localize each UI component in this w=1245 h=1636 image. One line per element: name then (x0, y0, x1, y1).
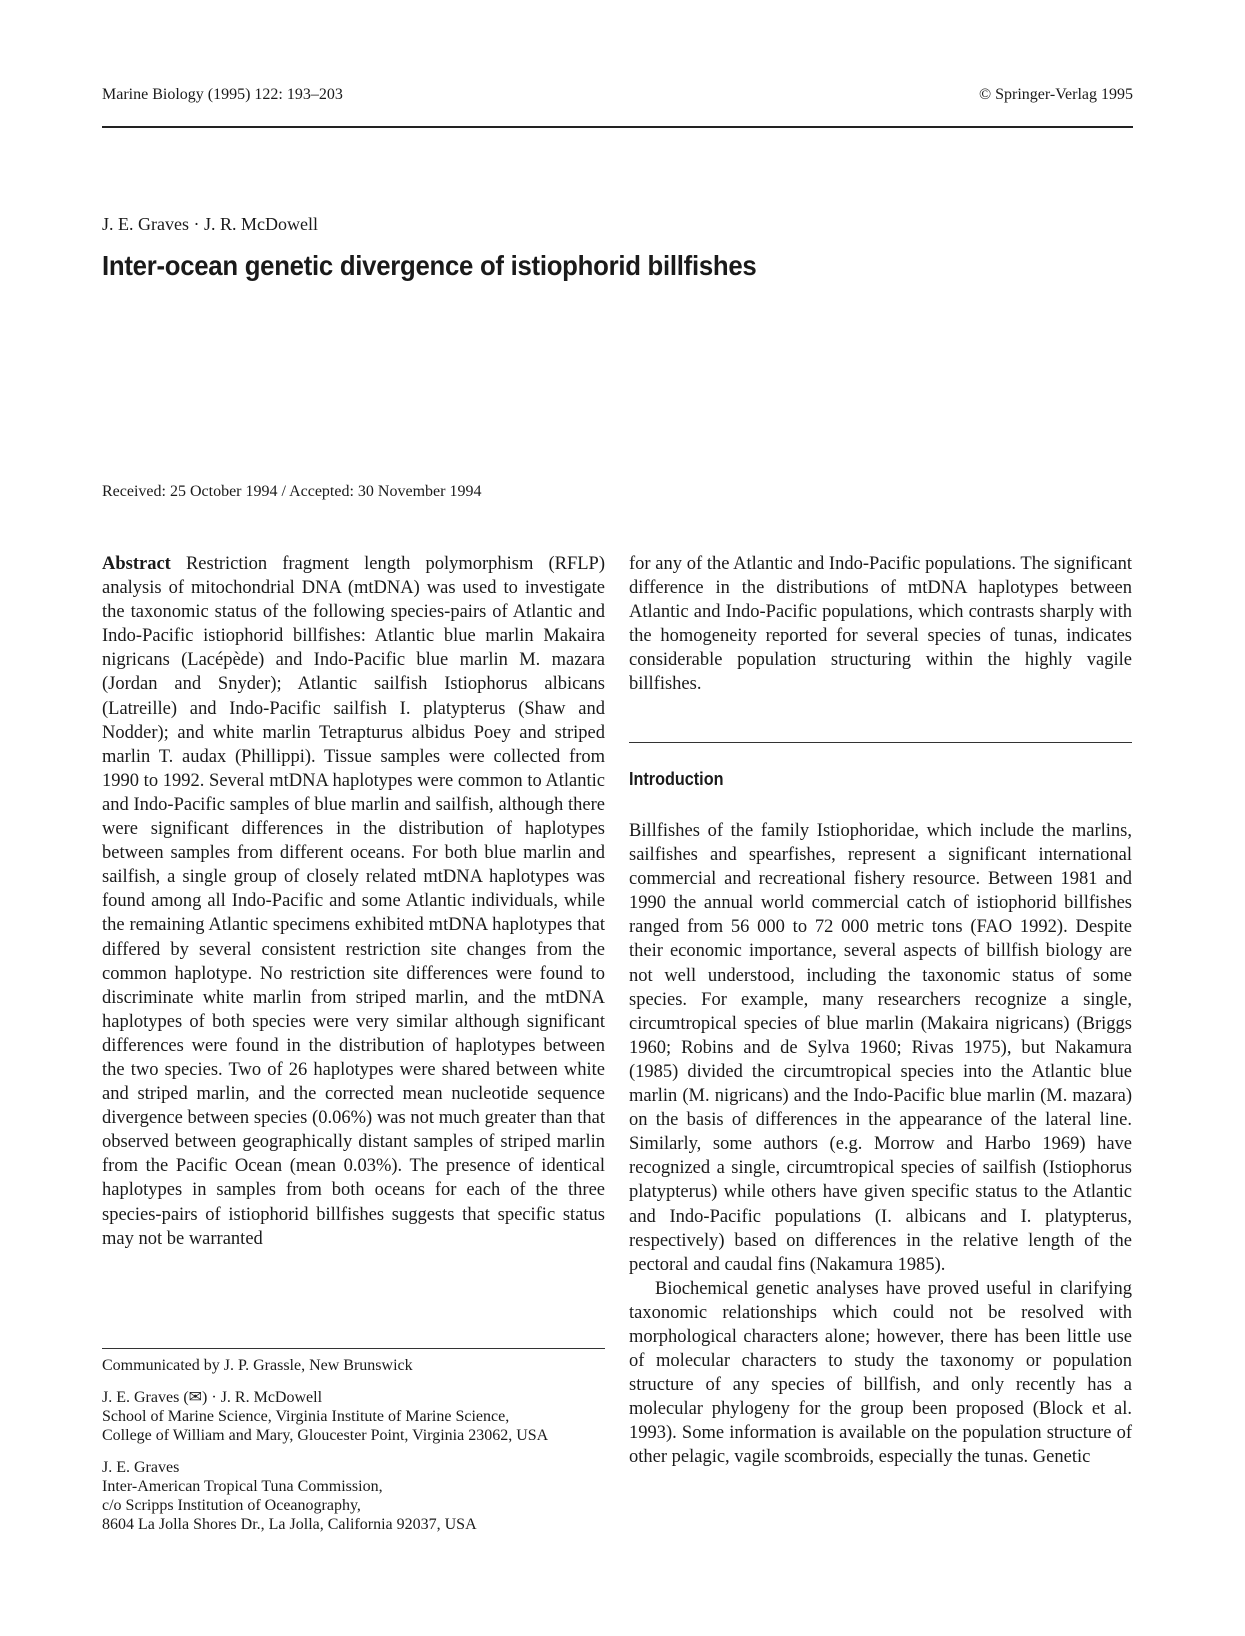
abstract-label: Abstract (102, 554, 171, 574)
copyright-notice: © Springer-Verlag 1995 (978, 86, 1133, 103)
section-rule (629, 742, 1132, 743)
abstract-column-left (102, 552, 605, 1251)
abstract-column-right (629, 552, 1132, 697)
introduction-paragraph-1: Billfishes of the family Istiophoridae, which include the marlins, sailfishes and spearfishes, represent a significant international commercial and recreational fishery resource. Between 1981 and 1990 the annual world commercial catch of istiophorid billfishes ranged from 56 000 to 72 000 metric tons (FAO 1992). Despite their economic importance, several aspects of billfish biology are not well understood, including the taxonomic status of some species. For example, many researchers recognize a single, circumtropical species of blue marlin (Makaira nigricans) (Briggs 1960; Robins and de Sylva 1960; Rivas 1975), but Nakamura (1985) divided the circumtropical species into the Atlantic blue marlin (M. nigricans) and the Indo-Pacific blue marlin (M. mazara) on the basis of differences in the appearance of the lateral line. Similarly, some authors (e.g. Morrow and Harbo 1969) have recognized a single, circumtropical species of sailfish (Istiophorus platypterus) while others have given specific status to the Atlantic and Indo-Pacific populations (I. albicans and I. platypterus, respectively) based on differences in the relative length of the pectoral and caudal fins (Nakamura 1985). (629, 821, 1132, 1275)
address-2-line-2: c/o Scripps Institution of Oceanography, (102, 1497, 361, 1514)
address-2-line-1: Inter-American Tropical Tuna Commission, (102, 1478, 383, 1495)
communicated-note (102, 1356, 605, 1375)
journal-citation: Marine Biology (1995) 122: 193–203 (102, 86, 343, 103)
address-block-2 (102, 1458, 605, 1534)
introduction-heading: Introduction (629, 769, 724, 789)
abstract-continuation: for any of the Atlantic and Indo-Pacific populations. The significant difference in the distributions of mtDNA haplotypes between Atlantic and Indo-Pacific populations, which contrasts sharply with the homogeneity reported for several species of tunas, indicates considerable population structuring within the highly vagile billfishes. (629, 554, 1132, 695)
article-title: Inter-ocean genetic divergence of istiophorid billfishes (102, 250, 757, 281)
communicated-text: Communicated by J. P. Grassle, New Brunswick (102, 1357, 413, 1374)
address-1-authors: J. E. Graves (✉) · J. R. McDowell (102, 1389, 323, 1406)
address-1-line-1: School of Marine Science, Virginia Institute of Marine Science, (102, 1408, 510, 1425)
address-2-line-3: 8604 La Jolla Shores Dr., La Jolla, California 92037, USA (102, 1516, 477, 1533)
address-1-line-2: College of William and Mary, Gloucester Point, Virginia 23062, USA (102, 1427, 549, 1444)
received-dates: Received: 25 October 1994 / Accepted: 30 November 1994 (102, 483, 482, 500)
footnote-rule (102, 1348, 605, 1349)
introduction-body (629, 819, 1132, 1470)
address-block-1 (102, 1388, 605, 1445)
abstract-paragraph (102, 552, 605, 1251)
author-line: J. E. Graves · J. R. McDowell (102, 214, 318, 234)
header-rule (102, 126, 1133, 128)
address-2-author: J. E. Graves (102, 1459, 180, 1476)
introduction-paragraph-2: Biochemical genetic analyses have proved useful in clarifying taxonomic relationships which could not be resolved with morphological characters alone; however, there has been little use of molecular characters to study the taxonomy or population structure of any species of billfish, and only recently has a molecular phylogeny for the group been proposed (Block et al. 1993). Some information is available on the population structure of other pelagic, vagile scombroids, especially the tunas. Genetic (629, 1278, 1132, 1468)
abstract-text: Restriction fragment length polymorphism (RFLP) analysis of mitochondrial DNA (mtDNA) was used to investigate the taxonomic status of the following species-pairs of Atlantic and Indo-Pacific istiophorid billfishes: Atlantic blue marlin Makaira nigricans (Lacépède) and Indo-Pacific blue marlin M. mazara (Jordan and Snyder); Atlantic sailfish Istiophorus albicans (Latreille) and Indo-Pacific sailfish I. platypterus (Shaw and Nodder); and white marlin Tetrapturus albidus Poey and striped marlin T. audax (Phillippi). Tissue samples were collected from 1990 to 1992. Several mtDNA haplotypes were common to Atlantic and Indo-Pacific samples of blue marlin and sailfish, although there were significant differences in the distribution of haplotypes between samples from different oceans. For both blue marlin and sailfish, a single group of closely related mtDNA haplotypes was found among all Indo-Pacific and some Atlantic individuals, while the remaining Atlantic specimens exhibited mtDNA haplotypes that differed by several consistent restriction site changes from the common haplotype. No restriction site differences were found to discriminate white marlin from striped marlin, and the mtDNA haplotypes of both species were very similar although significant differences were found in the distribution of haplotypes between the two species. Two of 26 haplotypes were shared between white and striped marlin, and the corrected mean nucleotide sequence divergence between species (0.06%) was not much greater than that observed between geographically distant samples of striped marlin from the Pacific Ocean (mean 0.03%). The presence of identical haplotypes in samples from both oceans for each of the three species-pairs of istiophorid billfishes suggests that specific status may not be warranted (102, 554, 605, 1249)
